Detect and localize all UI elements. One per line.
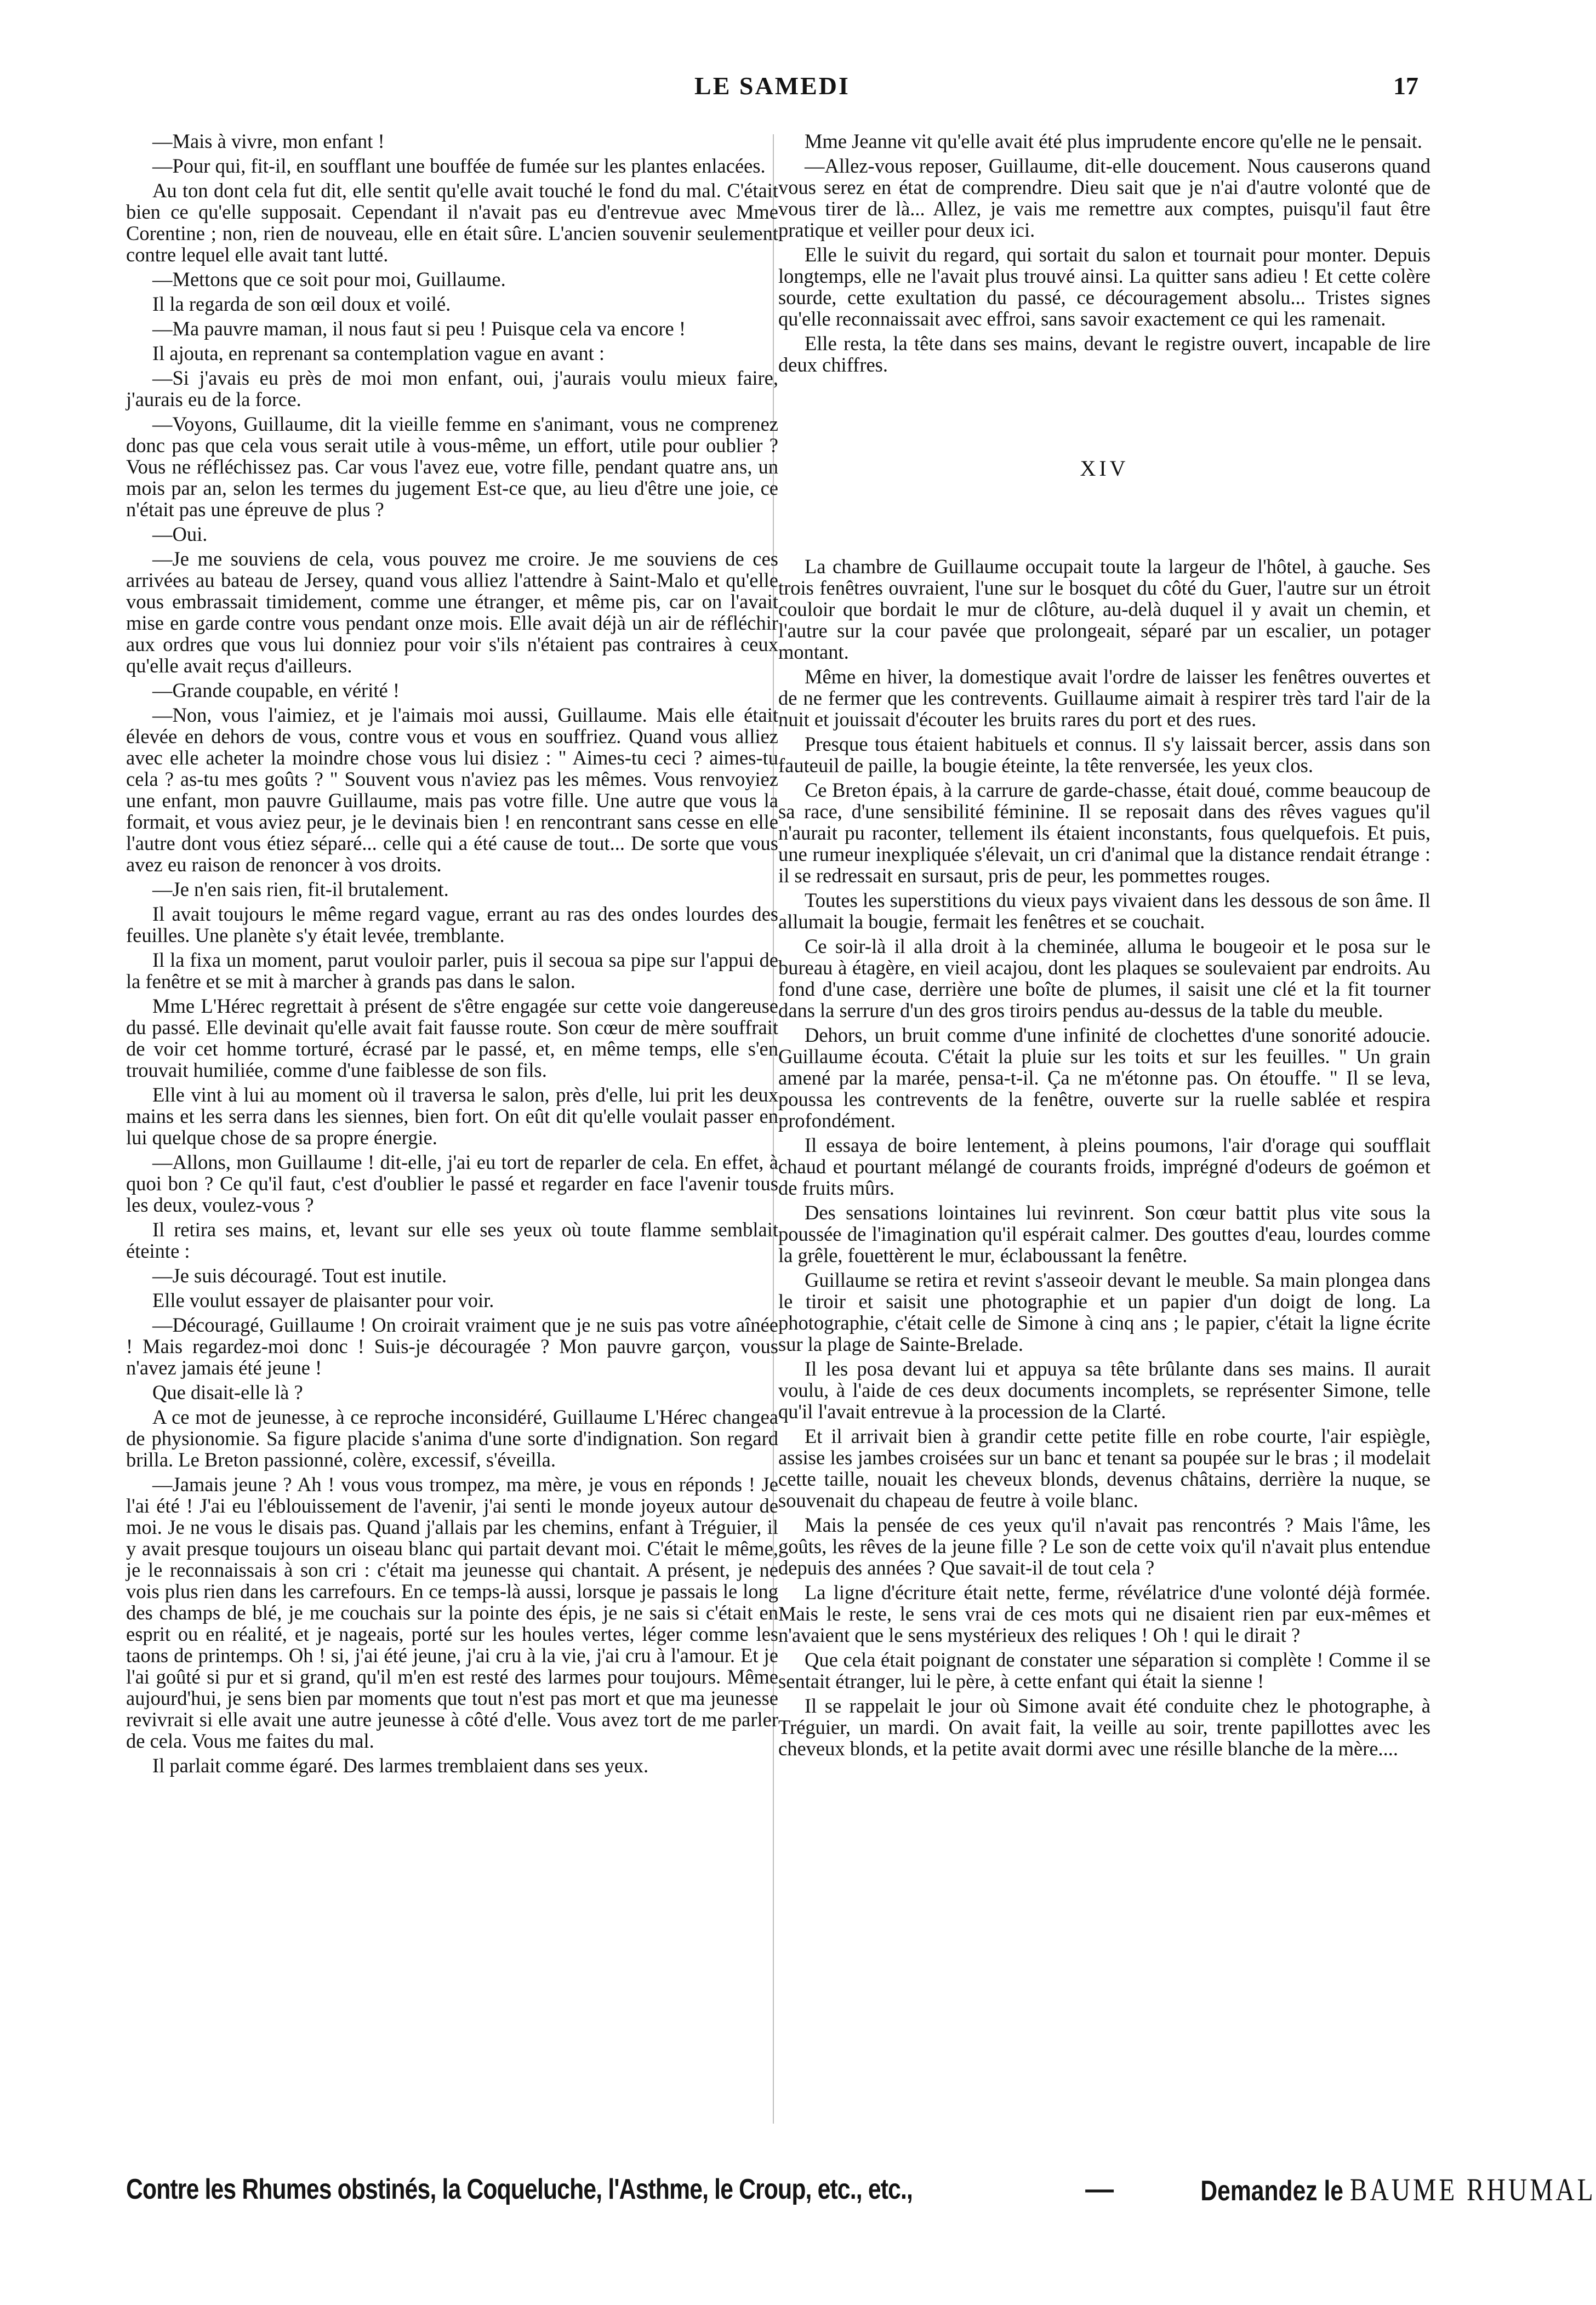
footer-advertisement — [126, 2162, 1596, 2217]
paragraph: Elle voulut essayer de plaisanter pour voir. — [152, 1289, 494, 1311]
paragraph: Des sensations lointaines lui revinrent. Son cœur battit plus vite sous la poussée de l'imagination qu'il espérait calmer. Des gouttes d'eau, lourdes comme la grêle, fouettèrent le mur, éclaboussant la fenêtre. — [778, 1201, 1430, 1266]
paragraph: A ce mot de jeunesse, à ce reproche inconsidéré, Guillaume L'Hérec changea de physionomie. Sa figure placide s'anima d'une sorte d'indignation. Son regard brilla. Le Breton passionné, colère, excessif, s'éveilla. — [126, 1406, 778, 1471]
paragraph: Il avait toujours le même regard vague, errant au ras des ondes lourdes des feuilles. Une planète s'y était levée, tremblante. — [126, 903, 778, 946]
right-column-intro — [778, 130, 1430, 375]
paragraph: Mme Jeanne vit qu'elle avait été plus imprudente encore qu'elle ne le pensait. — [805, 130, 1423, 152]
paragraph: —Mais à vivre, mon enfant ! — [152, 130, 385, 152]
paragraph: Ce Breton épais, à la carrure de garde-chasse, était doué, comme beaucoup de sa race, d'une sensibilité féminine. Il se reposait dans des rêves vagues qu'il n'aurait pu raconter, tellement ils étaient inconstants, fous quelquefois. Et puis, une rumeur inexpliquée s'élevait, un cri d'animal que la distance rendait étrange : il se redressait en sursaut, pris de peur, les pommettes rouges. — [778, 779, 1430, 887]
paragraph: —Ma pauvre maman, il nous faut si peu ! Puisque cela va encore ! — [152, 317, 686, 340]
paragraph: —Découragé, Guillaume ! On croirait vraiment que je ne suis pas votre aînée ! Mais regardez-moi donc ! Suis-je découragée ? Mon pauvre garçon, vous n'avez jamais été jeune ! — [126, 1314, 778, 1379]
paragraph: Mme L'Hérec regrettait à présent de s'être engagée sur cette voie dangereuse du passé. Elle devinait qu'elle avait fait fausse route. Son cœur de mère souffrait de voir cet homme torturé, écrasé par le passé, et, en même temps, elle s'en trouvait humiliée, comme d'une faiblesse de son fils. — [126, 995, 778, 1081]
paragraph: Mais la pensée de ces yeux qu'il n'avait pas rencontrés ? Mais l'âme, les goûts, les rêves de la jeune fille ? Le son de cette voix qu'il n'avait plus entendue depuis des années ? Que savait-il de tout cela ? — [778, 1514, 1430, 1579]
paragraph: Il parlait comme égaré. Des larmes tremblaient dans ses yeux. — [152, 1754, 649, 1777]
paragraph: Elle resta, la tête dans ses mains, devant le registre ouvert, incapable de lire deux chiffres. — [778, 332, 1430, 376]
paragraph: Ce soir-là il alla droit à la cheminée, alluma le bougeoir et le posa sur le bureau à étagère, en vieil acajou, dont les plaques se soulevaient par endroits. Au fond d'une case, derrière une boîte de plumes, il saisit une clé et la fit tourner dans la serrure d'un des gros tiroirs pendus au-dessus de la table du meuble. — [778, 935, 1430, 1022]
paragraph: Au ton dont cela fut dit, elle sentit qu'elle avait touché le fond du mal. C'était bien ce qu'elle supposait. Cependant il n'avait pas eu d'entrevue avec Mme Corentine ; non, rien de nouveau, elle en était sûre. L'ancien souvenir seulement contre lequel elle avait tant lutté. — [126, 179, 778, 266]
paragraph: —Si j'avais eu près de moi mon enfant, oui, j'aurais voulu mieux faire, j'aurais eu de la force. — [126, 367, 778, 410]
ad-right — [1200, 2171, 1595, 2208]
paragraph: Presque tous étaient habituels et connus. Il s'y laissait bercer, assis dans son fauteuil de paille, la bougie éteinte, la tête renversée, les yeux clos. — [778, 733, 1430, 777]
paragraph: La ligne d'écriture était nette, ferme, révélatrice d'une volonté déjà formée. Mais le reste, le sens vrai de ces mots qui ne disaient rien par eux-mêmes et n'avaient que le sens mystérieux des reliques ! Oh ! qui le dirait ? — [778, 1581, 1430, 1646]
paragraph: —Je suis découragé. Tout est inutile. — [152, 1264, 447, 1287]
paragraph: —Non, vous l'aimiez, et je l'aimais moi aussi, Guillaume. Mais elle était élevée en dehors de vous, contre vous et vous en souffriez. Quand vous alliez avec elle acheter la moindre chose vous lui disiez : " Aimes-tu ceci ? aimes-tu cela ? as-tu mes goûts ? " Souvent vous n'aviez pas les mêmes. Vous renvoyiez une enfant, mon pauvre Guillaume, mais pas votre fille. Une autre que vous la formait, et vous aviez peur, je le devinais bien ! en rencontrant sans cesse en elle l'autre dont vous étiez séparé... celle qui a été cause de tout... De sorte que vous avez eu raison de renoncer à vos droits. — [126, 704, 778, 876]
ad-brand: BAUME RHUMAL — [1349, 2171, 1596, 2207]
paragraph: Il les posa devant lui et appuya sa tête brûlante dans ses mains. Il aurait voulu, à l'aide de ces deux documents incomplets, se représenter Simone, telle qu'il l'avait entrevue à la procession de la Clarté. — [778, 1357, 1430, 1423]
paragraph: Toutes les superstitions du vieux pays vivaient dans les dessous de son âme. Il allumait la bougie, fermait les fenêtres et se couchait. — [778, 889, 1430, 933]
page-header — [126, 71, 1418, 115]
paragraph: —Oui. — [152, 523, 208, 545]
paragraph: —Allez-vous reposer, Guillaume, dit-elle doucement. Nous causerons quand vous serez en état de comprendre. Dieu sait que je n'ai d'autre volonté que de vous tirer de là... Allez, je vais me remettre aux comptes, puisqu'il faut être pratique et veiller pour deux ici. — [778, 155, 1430, 241]
paragraph: Elle vint à lui au moment où il traversa le salon, près d'elle, lui prit les deux mains et les serra dans les siennes, bien fort. On eût dit qu'elle voulait passer en lui quelque chose de sa propre énergie. — [126, 1083, 778, 1149]
right-column — [778, 130, 1430, 2135]
paragraph: —Je n'en sais rien, fit-il brutalement. — [152, 878, 449, 900]
paragraph: Même en hiver, la domestique avait l'ordre de laisser les fenêtres ouvertes et de ne fermer que les contrevents. Guillaume aimait à respirer très tard l'air de la nuit et jouissait d'écouter les bruits rares du port et des rues. — [778, 665, 1430, 731]
page-number: 17 — [1393, 72, 1418, 100]
paragraph: La chambre de Guillaume occupait toute la largeur de l'hôtel, à gauche. Ses trois fenêtres ouvraient, l'une sur le bosquet du côté du Guer, l'autre sur un étroit couloir que bordait le mur de clôture, au-delà duquel il y avait un chemin, et l'autre sur la cour pavée que prolongeait, séparé par un escalier, un potager montant. — [778, 555, 1430, 663]
paragraph: Il retira ses mains, et, levant sur elle ses yeux où toute flamme semblait éteinte : — [126, 1218, 778, 1262]
paragraph: Il la regarda de son œil doux et voilé. — [152, 293, 451, 315]
ad-right-prefix: Demandez le — [1200, 2175, 1344, 2207]
paragraph: Guillaume se retira et revint s'asseoir devant le meuble. Sa main plongea dans le tiroir et saisit une photographie et un papier d'un doigt de long. La photographie, c'était celle de Simone à cinq ans ; le papier, c'était la ligne écrite sur la plage de Sainte-Brelade. — [778, 1269, 1430, 1355]
paragraph: Il la fixa un moment, parut vouloir parler, puis il secoua sa pipe sur l'appui de la fenêtre et se mit à marcher à grands pas dans le salon. — [126, 949, 778, 992]
paragraph: Que disait-elle là ? — [152, 1381, 303, 1403]
ad-dash: — — [1085, 2173, 1114, 2205]
running-title: LE SAMEDI — [694, 72, 850, 100]
paragraph: Il ajouta, en reprenant sa contemplation vague en avant : — [152, 342, 605, 364]
paragraph: Dehors, un bruit comme d'une infinité de clochettes d'une sonorité adoucie. Guillaume écouta. C'était la pluie sur les toits et sur les feuilles. " Un grain amené par la marée, pensa-t-il. Ça ne m'étonne pas. On étouffe. " Il se leva, poussa les contrevents de la fenêtre, ouverte sur la ruelle sablée et respira profondément. — [778, 1024, 1430, 1132]
paragraph: Il essaya de boire lentement, à pleins poumons, l'air d'orage qui soufflait chaud et pourtant mélangé de courants froids, imprégné d'odeurs de goémon et de fruits mûrs. — [778, 1134, 1430, 1199]
paragraph: Que cela était poignant de constater une séparation si complète ! Comme il se sentait étranger, lui le père, à cette enfant qui était la sienne ! — [778, 1648, 1430, 1692]
ad-left-text: Contre les Rhumes obstinés, la Coqueluche, l'Asthme, le Croup, etc., etc., — [126, 2173, 913, 2205]
left-column — [126, 130, 778, 2135]
paragraph: —Grande coupable, en vérité ! — [152, 679, 400, 701]
paragraph: Et il arrivait bien à grandir cette petite fille en robe courte, l'air espiègle, assise les jambes croisées sur un banc et tenant sa poupée sur le bras ; il modelait cette taille, nouait les cheveux blonds, devenus châtains, derrière la nuque, se souvenait du chapeau de feutre à voile blanc. — [778, 1425, 1430, 1511]
paragraph: —Allons, mon Guillaume ! dit-elle, j'ai eu tort de reparler de cela. En effet, à quoi bon ? Ce qu'il faut, c'est d'oublier le passé et regarder en face l'avenir tous les deux, voulez-vous ? — [126, 1151, 778, 1216]
right-column-chapter — [778, 556, 1430, 1759]
chapter-number: XIV — [1080, 456, 1129, 481]
paragraph: —Pour qui, fit-il, en soufflant une bouffée de fumée sur les plantes enlacées. — [152, 155, 766, 177]
paragraph: —Mettons que ce soit pour moi, Guillaume. — [152, 268, 506, 290]
paragraph: Elle le suivit du regard, qui sortait du salon et tournait pour monter. Depuis longtemps, elle ne l'avait plus trouvé ainsi. La quitter sans adieu ! Et cette colère sourde, cette exultation du passé, ce découragement absolu... Tristes signes qu'elle reconnaissait avec effroi, sans savoir exactement ce qui les ramenait. — [778, 243, 1430, 330]
paragraph: Il se rappelait le jour où Simone avait été conduite chez le photographe, à Tréguier, un mardi. On avait fait, la veille au soir, trente papillottes avec les cheveux blonds, et la petite avait dormi avec une résille blanche de la mère.... — [778, 1694, 1430, 1760]
paragraph: —Je me souviens de cela, vous pouvez me croire. Je me souviens de ces arrivées au bateau de Jersey, quand vous alliez l'attendre à Saint-Malo et qu'elle vous embrassait timidement, comme une étranger, et même pis, car on l'avait mise en garde contre vous pendant onze mois. Elle avait déjà un air de réfléchir aux ordres que vous lui donniez pour voir s'ils n'étaient pas contraires à ceux qu'elle avait reçus d'ailleurs. — [126, 547, 778, 677]
paragraph: —Jamais jeune ? Ah ! vous vous trompez, ma mère, je vous en réponds ! Je l'ai été ! J'ai eu l'éblouissement de l'avenir, j'ai senti le monde joyeux autour de moi. Je ne vous le disais pas. Quand j'allais par les chemins, enfant à Tréguier, il y avait presque toujours un oiseau blanc qui partait devant moi. C'était le même, je le reconnaissais à son cri : c'était ma jeunesse qui chantait. A présent, je ne vois plus rien dans les carrefours. En ce temps-là aussi, lorsque je passais le long des champs de blé, je me couchais sur la pointe des épis, je ne sais si c'était en esprit ou en réalité, et je nageais, porté sur les houles vertes, léger comme les taons de printemps. Oh ! si, j'ai été jeune, j'ai cru à la vie, j'ai cru à l'amour. Et je l'ai goûté si pur et si grand, qu'il m'en est resté des larmes pour toujours. Même aujourd'hui, je sens bien par moments que tout n'est pas mort et que ma jeunesse revivrait si elle avait une autre jeunesse à côté d'elle. Vous avez tort de me parler de cela. Vous me faites du mal. — [126, 1473, 778, 1752]
paragraph: —Voyons, Guillaume, dit la vieille femme en s'animant, vous ne comprenez donc pas que cela vous serait utile à vous-même, un effort, utile pour oublier ? Vous ne réfléchissez pas. Car vous l'avez eue, votre fille, pendant quatre ans, un mois par an, selon les termes du jugement Est-ce que, au lieu d'être une joie, ce n'était pas une épreuve de plus ? — [126, 413, 778, 521]
